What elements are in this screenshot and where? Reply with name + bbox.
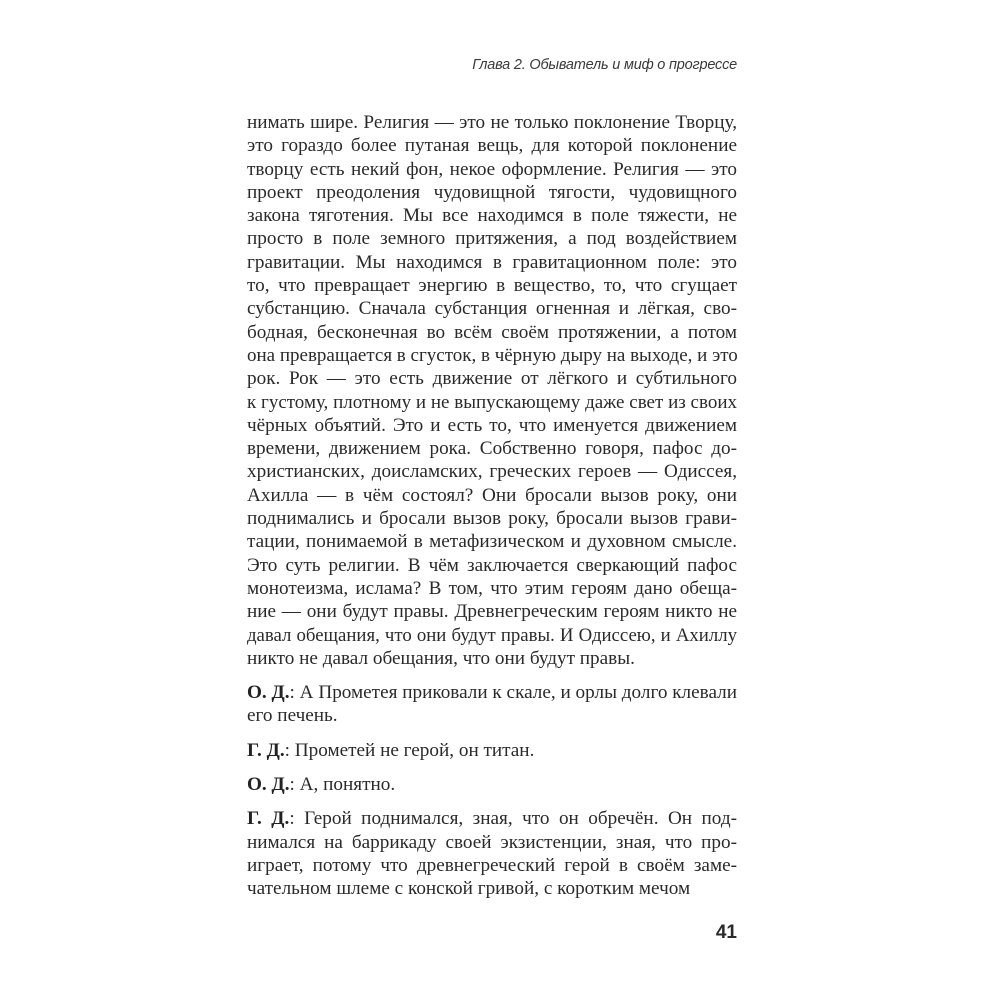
speaker-separator: : — [284, 739, 290, 761]
text-line: это гораздо более путаная вещь, для которой поклонение — [247, 135, 737, 157]
text-line: Это суть религии. В чём заключается сверкающий пафос — [247, 554, 737, 576]
text-line: закона тяготения. Мы все находимся в поле тяжести, не — [247, 205, 737, 227]
text-line: Ахилла — в чём состоял? Они бросали вызов року, они — [247, 484, 737, 506]
text-line: никто не давал обещания, что они будут правы. — [247, 647, 635, 669]
dialogue-paragraph — [247, 681, 737, 728]
text-line: гравитации. Мы находимся в гравитационном поле: это — [247, 251, 737, 273]
text-line: давал обещания, что они будут правы. И Одиссею, и Ахиллу — [247, 624, 737, 646]
speaker-label: Г. Д. — [247, 808, 290, 830]
text-line: времени, движением рока. Собственно говоря, пафос до- — [247, 438, 737, 460]
text-line: к густому, плотному и не выпускающему даже свет из своих — [247, 391, 737, 413]
speaker-label: О. Д. — [247, 682, 290, 704]
text-line: рок. Рок — это есть движение от лёгкого и субтильного — [247, 368, 737, 390]
text-line: нимать шире. Религия — это не только поклонение Творцу, — [247, 112, 737, 133]
text-line: христианских, доисламских, греческих героев — Одиссея, — [247, 461, 737, 483]
text-line — [247, 773, 737, 796]
line-text: А, понятно. — [294, 774, 396, 796]
line-text: А Прометея приковали к скале, и орлы долго клевали — [294, 682, 737, 704]
dialogue-paragraph — [247, 807, 737, 900]
dialogue-paragraph — [247, 773, 737, 796]
text-line: просто в поле земного притяжения, а под воздействием — [247, 228, 737, 250]
paragraph — [247, 111, 737, 670]
speaker-separator: : — [289, 682, 295, 704]
text-line — [247, 807, 737, 830]
text-line: монотеизма, ислама? В том, что этим героям дано обеща- — [247, 577, 737, 599]
text-line: творцу есть некий фон, некое оформление. Религия — это — [247, 158, 737, 180]
text-line: нимался на баррикаду своей экзистенции, зная, что про- — [247, 831, 737, 853]
text-line: проект преодоления чудовищной тягости, чудовищного — [247, 181, 737, 203]
text-line: играет, потому что древнегреческий герой в своём заме- — [247, 854, 737, 876]
text-line: его печень. — [247, 705, 338, 727]
text-line: чательном шлеме с конской гривой, с коротким мечом — [247, 878, 691, 900]
line-text: Прометей не герой, он титан. — [289, 739, 535, 761]
body-text — [247, 111, 737, 912]
dialogue-paragraph — [247, 739, 737, 762]
text-line: поднимались и бросали вызов року, бросали вызов грави- — [247, 508, 737, 530]
text-line: ние — они будут правы. Древнегреческим героям никто не — [247, 601, 737, 623]
text-line: тации, понимаемой в метафизическом и духовном смысле. — [247, 531, 737, 553]
text-line: субстанцию. Сначала субстанция огненная и лёгкая, сво- — [247, 298, 737, 320]
speaker-separator: : — [289, 808, 295, 830]
speaker-label: О. Д. — [247, 774, 290, 796]
text-line — [247, 739, 737, 762]
running-head: Глава 2. Обыватель и миф о прогрессе — [472, 57, 737, 73]
speaker-label: Г. Д. — [247, 739, 285, 761]
speaker-separator: : — [289, 774, 295, 796]
text-line — [247, 681, 737, 704]
line-text: Герой поднимался, зная, что он обречён. Он под- — [294, 808, 738, 830]
text-line: она превращается в сгусток, в чёрную дыру на выходе, и это — [247, 344, 738, 366]
text-line: то, что превращает энергию в вещество, то, что сгущает — [247, 275, 737, 297]
text-line: чёрных объятий. Это и есть то, что именуется движением — [247, 414, 737, 436]
text-line: бодная, бесконечная во всём своём протяжении, а потом — [247, 321, 737, 343]
page-number: 41 — [715, 922, 737, 943]
